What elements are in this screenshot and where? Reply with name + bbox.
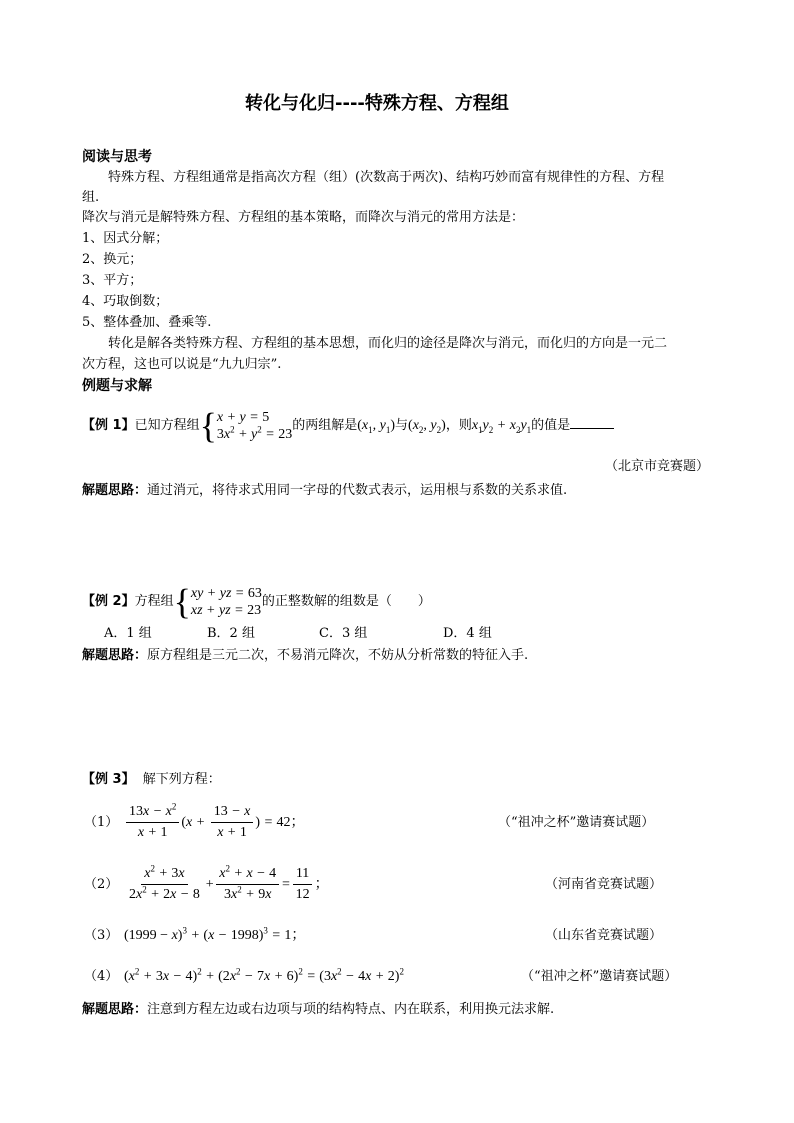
example-label: 【例 2】 — [82, 594, 135, 609]
hint-text: 注意到方程左边或右边项与项的结构特点、内在联系，利用换元法求解. — [147, 1002, 555, 1017]
target-expression: $x_1y_2 + x_2y_1$ — [471, 418, 532, 435]
hint-label: 解题思路： — [82, 483, 148, 498]
equation-source: （河南省竞赛试题） — [545, 877, 663, 892]
strategy-paragraph: 降次与消元是解特殊方程、方程组的基本策略，而降次与消元的常用方法是： — [82, 210, 525, 225]
example-text: ，则 — [445, 418, 472, 433]
page-title: 转化与化归----特殊方程、方程组 — [245, 93, 509, 114]
equation-source: （“祖冲之杯”邀请赛试题） — [521, 969, 678, 984]
equation-3: $(1999 - x)^3 + (x - 1998)^3 = 1$； — [124, 925, 306, 943]
equation-system: xy + yz = 63 xz + yz = 23 — [190, 585, 262, 618]
solution-hint — [82, 1001, 554, 1019]
equation-item-number: （3） — [84, 928, 119, 943]
solution-2: ($x_2$, $y_2$) — [408, 418, 446, 435]
intro-paragraph-line2: 组. — [82, 190, 100, 205]
equation-2: $\frac{x^2 + 3x}{2x^2 + 2x - 8}$ + $\frac{x^2 + x - 4}{3x^2 + 9x}$ = $\frac{11}{12}$ ； — [129, 863, 329, 903]
method-item: 1、因式分解； — [82, 231, 169, 246]
system-brace: { — [173, 581, 191, 622]
intro-paragraph-line1: 特殊方程、方程组通常是指高次方程（组）(次数高于两次)、结构巧妙而富有规律性的方程、方程 — [108, 170, 665, 185]
equation-1: $\frac{13x - x^2}{x + 1}$ (x + $\frac{13 - x}{x + 1}$ ) = 42； — [124, 803, 305, 843]
example-2 — [82, 582, 431, 622]
example-text: 的值是 — [531, 418, 571, 433]
equation-item-number: （2） — [84, 877, 119, 892]
example-3 — [82, 771, 221, 789]
section-heading-reading: 阅读与思考 — [82, 149, 152, 165]
idea-paragraph-line1: 转化是解各类特殊方程、方程组的基本思想，而化归的途径是降次与消元，而化归的方向是一元二 — [108, 336, 668, 351]
example-text: 方程组 — [134, 594, 174, 609]
idea-paragraph-line2: 次方程，这也可以说是“九九归宗”. — [82, 357, 282, 372]
hint-label: 解题思路： — [82, 648, 148, 663]
example-label: 【例 3】 — [82, 772, 135, 787]
answer-blank[interactable] — [570, 416, 614, 429]
equation-source: （“祖冲之杯”邀请赛试题） — [498, 815, 655, 830]
solution-hint — [82, 482, 567, 500]
option-b[interactable]: B．2 组 — [207, 626, 255, 641]
example-label: 【例 1】 — [82, 418, 135, 433]
equation-source: （山东省竞赛试题） — [545, 928, 663, 943]
solution-hint — [82, 647, 528, 665]
option-d[interactable]: D．4 组 — [443, 626, 492, 641]
method-item: 4、巧取倒数； — [82, 294, 169, 309]
hint-text: 通过消元，将待求式用同一字母的代数式表示，运用根与系数的关系求值. — [147, 483, 568, 498]
example-source: （北京市竞赛题） — [605, 459, 710, 474]
example-1 — [82, 406, 614, 446]
option-a[interactable]: A．1 组 — [104, 626, 152, 641]
solution-1: ($x_1$, $y_1$) — [357, 418, 396, 435]
example-text: 已知方程组 — [134, 418, 200, 433]
system-brace: { — [199, 405, 217, 446]
equation-item-number: （1） — [84, 815, 119, 830]
equation-system: x + y = 5 $3x^2 + y^2 = 23$ — [216, 409, 293, 442]
hint-text: 原方程组是三元二次，不易消元降次，不妨从分析常数的特征入手. — [147, 648, 529, 663]
method-item: 5、整体叠加、叠乘等. — [82, 315, 212, 330]
section-heading-examples: 例题与求解 — [82, 378, 152, 394]
example-text: 的两组解是 — [292, 418, 358, 433]
option-c[interactable]: C．3 组 — [319, 626, 368, 641]
method-item: 3、平方； — [82, 273, 143, 288]
hint-label: 解题思路： — [82, 1002, 148, 1017]
method-item: 2、换元； — [82, 252, 143, 267]
example-text: 解下列方程： — [142, 772, 221, 787]
example-text: 与 — [395, 418, 409, 433]
example-text: 的正整数解的组数是（ ） — [261, 594, 431, 609]
equation-4: $(x^2 + 3x - 4)^2 + (2x^2 - 7x + 6)^2 = (3x^2 - 4x + 2)^2$ — [124, 966, 404, 984]
equation-item-number: （4） — [84, 969, 119, 984]
